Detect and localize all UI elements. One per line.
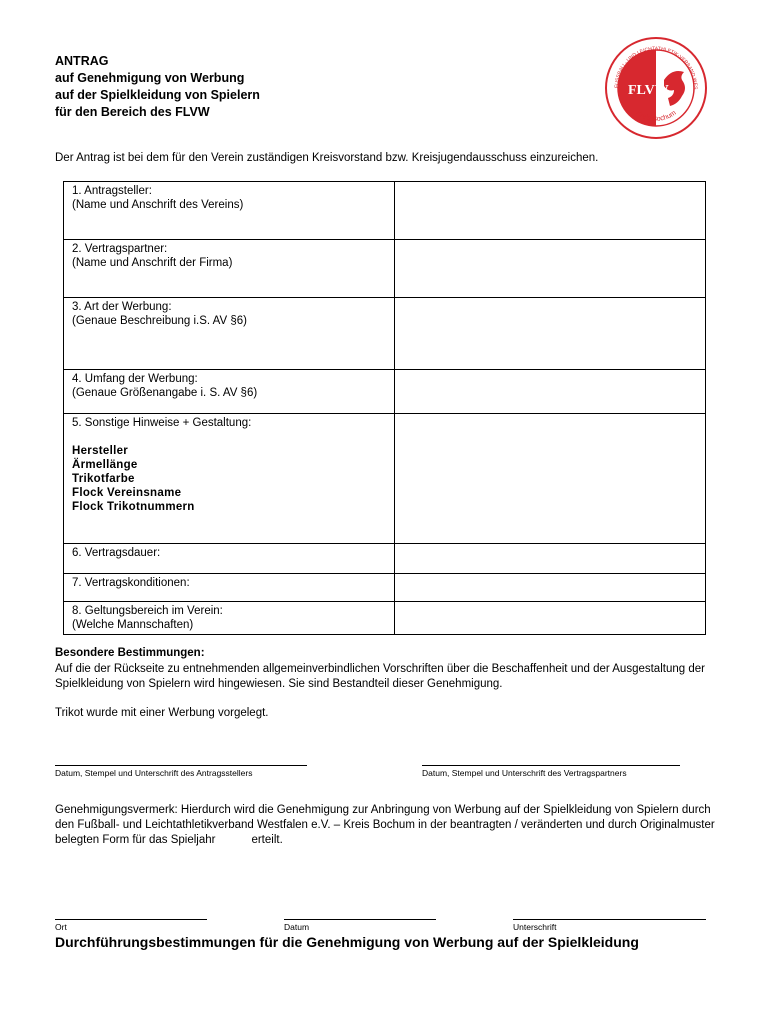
row-title: 7. Vertragskonditionen: — [72, 577, 190, 589]
row-subtitle: (Genaue Größenangabe i. S. AV §6) — [72, 387, 258, 399]
form-row-label — [64, 298, 395, 370]
form-row-label — [64, 414, 395, 544]
form-row — [64, 602, 706, 635]
date-line[interactable] — [284, 919, 436, 920]
document-title — [55, 53, 260, 121]
implementation-rules-heading: Durchführungsbestimmungen für die Genehmigung von Werbung auf der Spielkleidung — [55, 934, 639, 950]
date-label: Datum — [284, 922, 310, 932]
signature-label-applicant: Datum, Stempel und Unterschrift des Antragsstellers — [55, 768, 253, 778]
form-row — [64, 298, 706, 370]
row-title: 1. Antragsteller: — [72, 185, 152, 197]
approval-note — [55, 803, 725, 848]
form-row — [64, 370, 706, 414]
title-line: auf der Spielkleidung von Spielern — [55, 88, 260, 102]
row-title: 8. Geltungsbereich im Verein: — [72, 605, 223, 617]
form-row-label — [64, 240, 395, 298]
flvw-seal-logo — [604, 36, 708, 140]
form-row — [64, 544, 706, 574]
title-line: ANTRAG — [55, 54, 109, 68]
row-title: 4. Umfang der Werbung: — [72, 373, 198, 385]
form-row-label — [64, 370, 395, 414]
row-title: 5. Sonstige Hinweise + Gestaltung: — [72, 417, 252, 429]
logo-ring-text: FUSSBALL- UND LEICHTATHLETIK-VERBAND WES — [613, 45, 699, 90]
approval-suffix: erteilt. — [251, 834, 283, 846]
scope-field[interactable] — [395, 602, 706, 635]
list-item: Ärmellänge — [72, 459, 138, 471]
contract-partner-field[interactable] — [395, 240, 706, 298]
row-subtitle: (Name und Anschrift des Vereins) — [72, 199, 244, 211]
signature-label-approval: Unterschrift — [513, 922, 557, 932]
form-row — [64, 240, 706, 298]
logo-letters: FLVW — [628, 83, 669, 98]
row-subtitle: (Name und Anschrift der Firma) — [72, 257, 233, 269]
list-item: Flock Trikotnummern — [72, 501, 195, 513]
contract-conditions-field[interactable] — [395, 574, 706, 602]
advertising-size-field[interactable] — [395, 370, 706, 414]
row-title: 6. Vertragsdauer: — [72, 547, 161, 559]
advertising-type-field[interactable] — [395, 298, 706, 370]
special-provisions-heading: Besondere Bestimmungen: — [55, 647, 205, 659]
form-row — [64, 182, 706, 240]
title-line: auf Genehmigung von Werbung — [55, 71, 245, 85]
design-notes-field[interactable] — [395, 414, 706, 544]
list-item: Trikotfarbe — [72, 473, 135, 485]
row-subtitle: (Welche Mannschaften) — [72, 619, 194, 631]
jersey-note: Trikot wurde mit einer Werbung vorgelegt. — [55, 707, 269, 719]
place-line[interactable] — [55, 919, 207, 920]
form-row — [64, 574, 706, 602]
form-row-label — [64, 182, 395, 240]
signature-line-approval[interactable] — [513, 919, 706, 920]
row-title: 2. Vertragspartner: — [72, 243, 168, 255]
applicant-field[interactable] — [395, 182, 706, 240]
form-row-label — [64, 574, 395, 602]
design-items-list — [72, 444, 386, 514]
approval-text: Genehmigungsvermerk: Hierdurch wird die Genehmigung zur Anbringung von Werbung auf der Spielkleidung von Spielern durch den Fußball- und Leichtathletikverband Westfalen e.V. – Kreis Bochum in der beantragten / veränderten und durch Originalmuster belegten Form für das Spieljahr — [55, 804, 715, 846]
row-subtitle: (Genaue Beschreibung i.S. AV §6) — [72, 315, 247, 327]
list-item: Hersteller — [72, 445, 129, 457]
place-label: Ort — [55, 922, 67, 932]
title-line: für den Bereich des FLVW — [55, 105, 210, 119]
row-title: 3. Art der Werbung: — [72, 301, 172, 313]
application-form-table — [63, 181, 706, 635]
form-row — [64, 414, 706, 544]
intro-text: Der Antrag ist bei dem für den Verein zuständigen Kreisvorstand bzw. Kreisjugendausschuss einzureichen. — [55, 152, 599, 164]
signature-line-partner[interactable] — [422, 765, 680, 766]
contract-duration-field[interactable] — [395, 544, 706, 574]
form-row-label — [64, 602, 395, 635]
signature-line-applicant[interactable] — [55, 765, 307, 766]
signature-label-partner: Datum, Stempel und Unterschrift des Vertragspartners — [422, 768, 627, 778]
list-item: Flock Vereinsname — [72, 487, 182, 499]
form-row-label — [64, 544, 395, 574]
logo-bottom-text: Kreis Bochum — [634, 109, 678, 123]
special-provisions-text: Auf die der Rückseite zu entnehmenden allgemeinverbindlichen Vorschriften über die Beschaffenheit und der Ausgestaltung der Spielkleidung von Spielern wird hingewiesen. Sie sind Bestandteil dieser Genehmigung. — [55, 663, 705, 690]
